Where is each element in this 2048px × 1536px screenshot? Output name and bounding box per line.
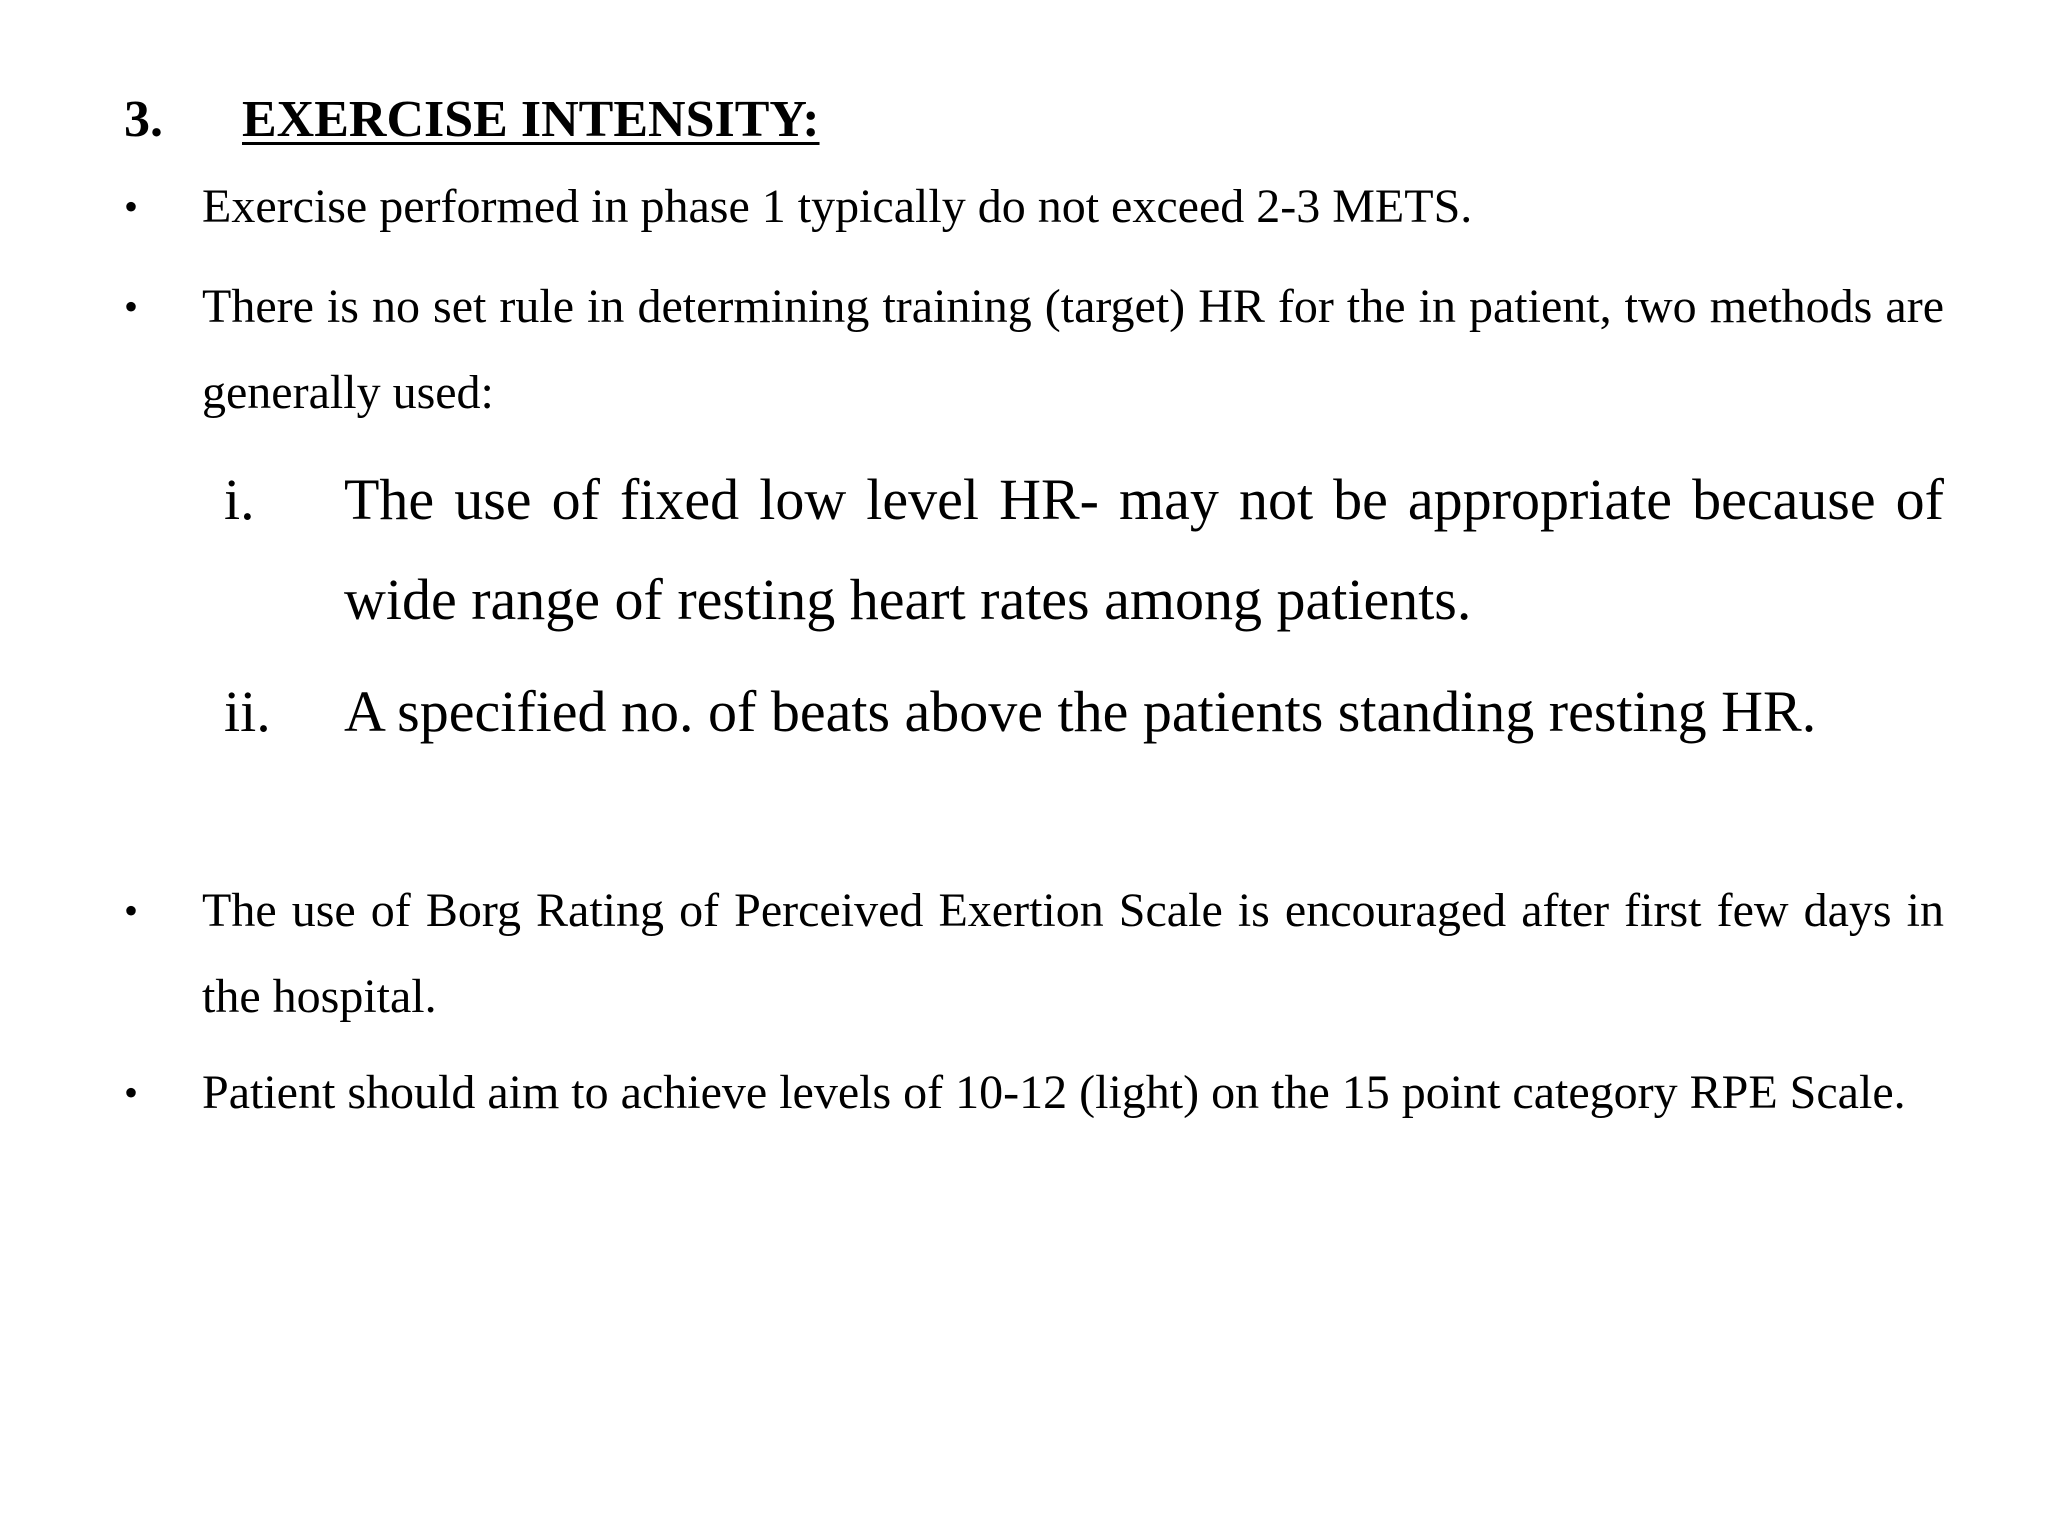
bullet-text: Patient should aim to achieve levels of 10-12 (light) on the 15 point category RPE Scale. [202, 1066, 1906, 1119]
section-number: 3. [124, 91, 163, 148]
method-item [224, 450, 1944, 650]
bullet-marker: • [124, 184, 139, 229]
bullet-item [124, 868, 1944, 1040]
section-title: EXERCISE INTENSITY: [242, 91, 820, 148]
bullet-item [124, 1050, 1944, 1136]
section-heading [124, 88, 820, 152]
bullet-text: Exercise performed in phase 1 typically do not exceed 2-3 METS. [202, 180, 1473, 233]
bullet-marker: • [124, 284, 139, 329]
method-marker: ii. [224, 679, 271, 744]
method-item [224, 662, 1944, 762]
method-text: The use of fixed low level HR- may not be appropriate because of wide range of resting heart rates among patients. [344, 467, 1944, 632]
bullet-text: The use of Borg Rating of Perceived Exertion Scale is encouraged after first few days in the hospital. [202, 884, 1944, 1023]
bullet-item [124, 264, 1944, 436]
bullet-marker: • [124, 1070, 139, 1115]
bullet-text: There is no set rule in determining training (target) HR for the in patient, two methods are generally used: [202, 280, 1944, 419]
method-text: A specified no. of beats above the patients standing resting HR. [344, 679, 1817, 744]
method-marker: i. [224, 467, 255, 532]
bullet-marker: • [124, 888, 139, 933]
bullet-item [124, 164, 1944, 250]
